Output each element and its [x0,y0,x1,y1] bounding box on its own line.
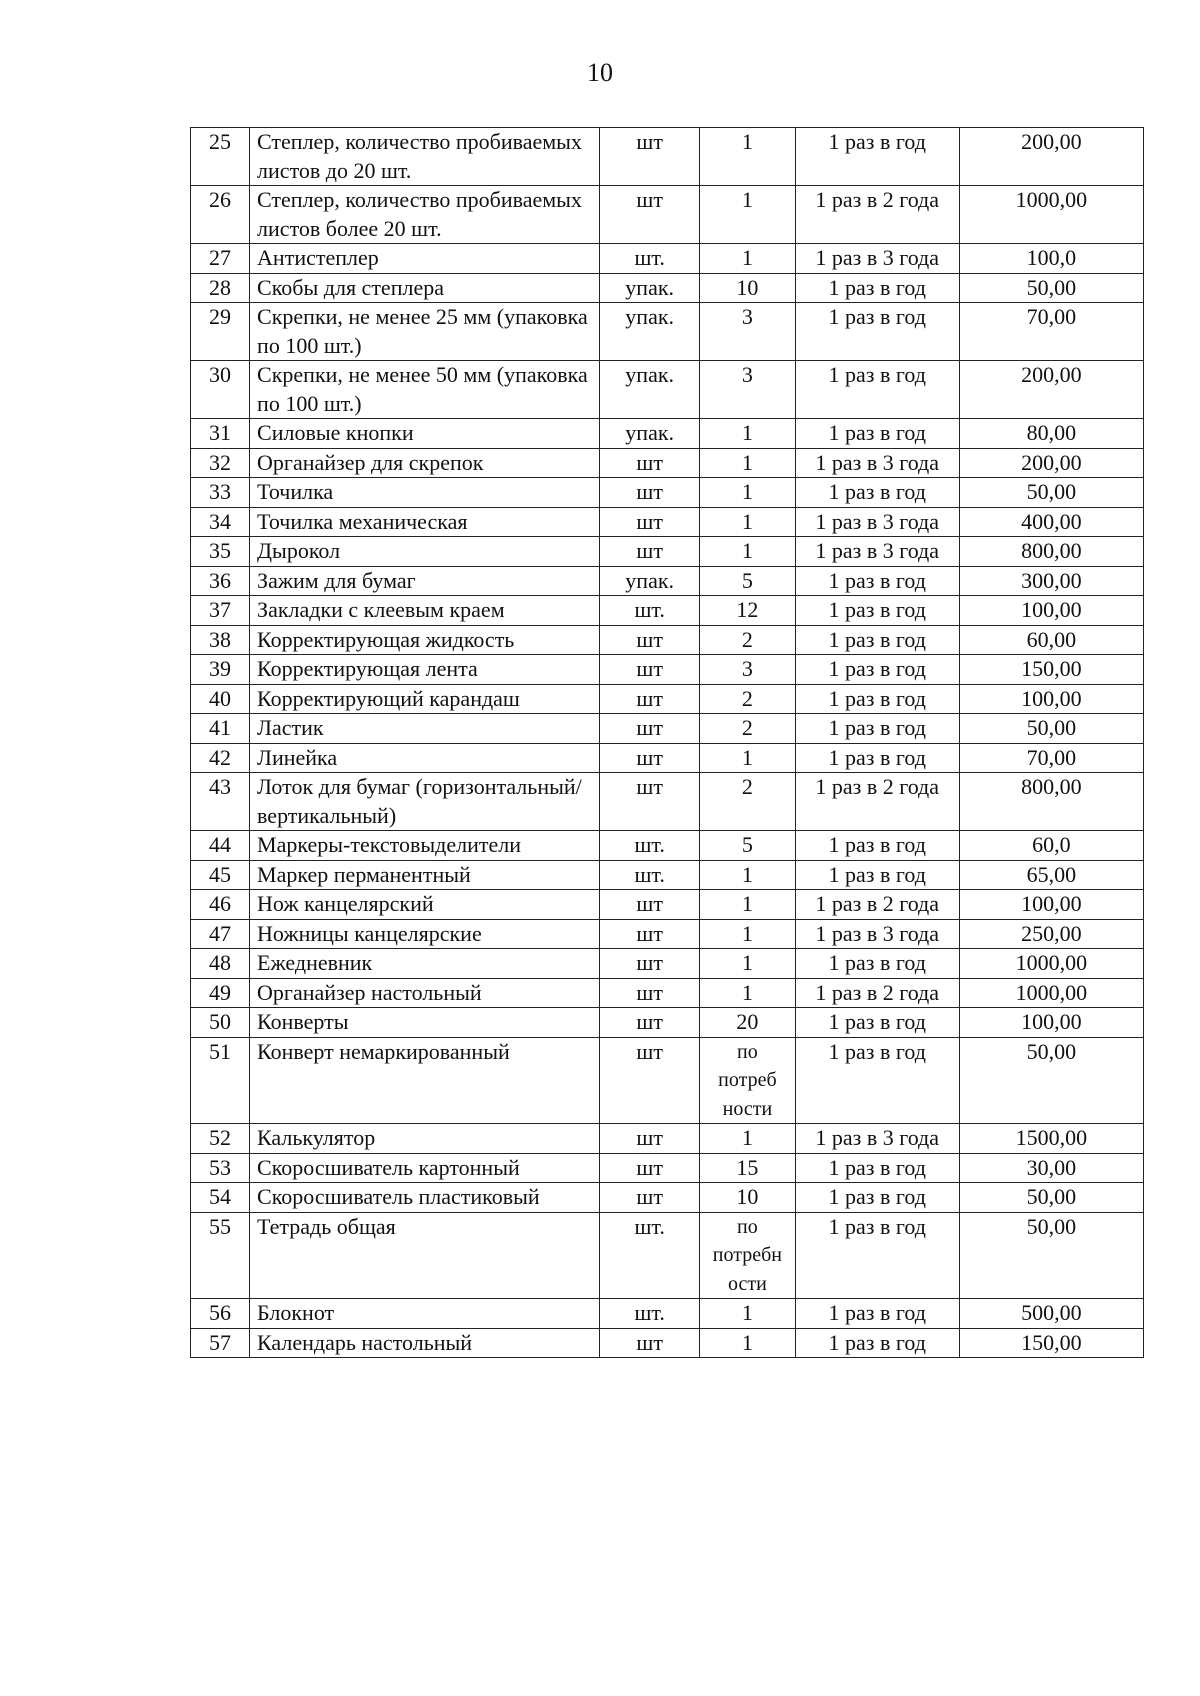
item-price: 100,00 [959,596,1143,626]
item-quantity: 12 [700,596,796,626]
item-price: 60,0 [959,831,1143,861]
item-frequency: 1 раз в 2 года [795,890,959,920]
supply-table [190,127,1144,1358]
item-frequency: 1 раз в 3 года [795,537,959,567]
item-price: 300,00 [959,566,1143,596]
item-quantity: 1 [700,507,796,537]
item-frequency: 1 раз в 2 года [795,978,959,1008]
row-number: 32 [191,448,250,478]
item-unit: шт [600,625,700,655]
item-unit: шт [600,773,700,831]
item-frequency: 1 раз в год [795,566,959,596]
row-number: 44 [191,831,250,861]
item-price: 800,00 [959,537,1143,567]
item-frequency: 1 раз в год [795,419,959,449]
item-price: 400,00 [959,507,1143,537]
table-row [191,831,1144,861]
item-name: Органайзер настольный [250,978,600,1008]
item-name: Конверты [250,1008,600,1038]
item-unit: шт [600,743,700,773]
row-number: 37 [191,596,250,626]
item-frequency: 1 раз в 3 года [795,448,959,478]
item-unit: шт [600,1183,700,1213]
item-unit: шт [600,684,700,714]
item-quantity: 10 [700,273,796,303]
item-quantity: 3 [700,303,796,361]
item-frequency: 1 раз в год [795,478,959,508]
item-price: 60,00 [959,625,1143,655]
item-price: 1000,00 [959,978,1143,1008]
item-unit: шт [600,1153,700,1183]
item-price: 1000,00 [959,186,1143,244]
row-number: 54 [191,1183,250,1213]
item-name: Точилка механическая [250,507,600,537]
row-number: 31 [191,419,250,449]
item-price: 100,00 [959,890,1143,920]
row-number: 51 [191,1037,250,1124]
item-name: Нож канцелярский [250,890,600,920]
item-quantity: 1 [700,186,796,244]
row-number: 38 [191,625,250,655]
item-unit: шт [600,128,700,186]
item-frequency: 1 раз в год [795,273,959,303]
item-quantity: 5 [700,566,796,596]
item-name: Антистеплер [250,244,600,274]
item-quantity: 15 [700,1153,796,1183]
row-number: 35 [191,537,250,567]
item-quantity: 1 [700,448,796,478]
table-row [191,1328,1144,1358]
item-name: Скоросшиватель картонный [250,1153,600,1183]
item-quantity: 1 [700,1299,796,1329]
item-unit: шт [600,1124,700,1154]
table-row [191,1183,1144,1213]
item-quantity: 3 [700,361,796,419]
table-row [191,714,1144,744]
item-quantity: 2 [700,684,796,714]
item-quantity: 2 [700,773,796,831]
item-quantity: 1 [700,244,796,274]
row-number: 55 [191,1212,250,1299]
table-row [191,1153,1144,1183]
item-name: Органайзер для скрепок [250,448,600,478]
item-quantity: 20 [700,1008,796,1038]
item-name: Корректирующая лента [250,655,600,685]
item-name: Конверт немаркированный [250,1037,600,1124]
item-quantity: 2 [700,625,796,655]
item-price: 30,00 [959,1153,1143,1183]
item-price: 500,00 [959,1299,1143,1329]
item-frequency: 1 раз в год [795,128,959,186]
row-number: 26 [191,186,250,244]
row-number: 50 [191,1008,250,1038]
item-quantity: 2 [700,714,796,744]
item-price: 200,00 [959,128,1143,186]
item-frequency: 1 раз в год [795,1212,959,1299]
item-price: 70,00 [959,743,1143,773]
table-row [191,478,1144,508]
item-price: 250,00 [959,919,1143,949]
row-number: 45 [191,860,250,890]
table-row [191,1008,1144,1038]
row-number: 42 [191,743,250,773]
table-row [191,860,1144,890]
row-number: 56 [191,1299,250,1329]
item-quantity: по потреб ности [700,1037,796,1124]
table-row [191,419,1144,449]
item-price: 1500,00 [959,1124,1143,1154]
row-number: 48 [191,949,250,979]
item-name: Точилка [250,478,600,508]
item-price: 80,00 [959,419,1143,449]
item-unit: упак. [600,303,700,361]
item-frequency: 1 раз в год [795,831,959,861]
item-price: 50,00 [959,1037,1143,1124]
item-unit: шт [600,949,700,979]
table-row [191,596,1144,626]
item-quantity: 5 [700,831,796,861]
item-price: 800,00 [959,773,1143,831]
table-row [191,303,1144,361]
item-frequency: 1 раз в год [795,1183,959,1213]
item-name: Степлер, количество пробиваемых листов до 20 шт. [250,128,600,186]
item-name: Скрепки, не менее 50 мм (упаковка по 100 шт.) [250,361,600,419]
item-name: Линейка [250,743,600,773]
item-name: Маркеры-текстовыделители [250,831,600,861]
table-row [191,949,1144,979]
item-quantity: 1 [700,919,796,949]
item-frequency: 1 раз в год [795,655,959,685]
item-price: 70,00 [959,303,1143,361]
item-frequency: 1 раз в год [795,684,959,714]
table-row [191,655,1144,685]
item-name: Маркер перманентный [250,860,600,890]
table-row [191,919,1144,949]
item-unit: шт. [600,860,700,890]
item-quantity: 1 [700,743,796,773]
item-name: Калькулятор [250,1124,600,1154]
item-frequency: 1 раз в год [795,1153,959,1183]
row-number: 36 [191,566,250,596]
table-row [191,361,1144,419]
table-row [191,273,1144,303]
item-frequency: 1 раз в год [795,949,959,979]
table-row [191,743,1144,773]
table-row [191,244,1144,274]
item-frequency: 1 раз в 3 года [795,244,959,274]
item-name: Скрепки, не менее 25 мм (упаковка по 100 шт.) [250,303,600,361]
table-row [191,1212,1144,1299]
row-number: 40 [191,684,250,714]
item-frequency: 1 раз в год [795,714,959,744]
item-quantity: 1 [700,419,796,449]
row-number: 34 [191,507,250,537]
item-name: Корректирующая жидкость [250,625,600,655]
row-number: 27 [191,244,250,274]
item-frequency: 1 раз в год [795,361,959,419]
item-quantity: 10 [700,1183,796,1213]
item-unit: упак. [600,566,700,596]
item-price: 50,00 [959,273,1143,303]
item-price: 1000,00 [959,949,1143,979]
item-price: 200,00 [959,361,1143,419]
table-row [191,128,1144,186]
item-unit: шт. [600,244,700,274]
row-number: 52 [191,1124,250,1154]
item-quantity: 1 [700,1328,796,1358]
table-row [191,978,1144,1008]
item-price: 50,00 [959,1212,1143,1299]
page-number: 10 [587,58,613,87]
item-name: Силовые кнопки [250,419,600,449]
item-quantity: 1 [700,1124,796,1154]
item-unit: шт [600,1328,700,1358]
table-row [191,537,1144,567]
item-unit: шт [600,1037,700,1124]
item-name: Ножницы канцелярские [250,919,600,949]
item-quantity: 1 [700,978,796,1008]
table-row [191,625,1144,655]
item-quantity: 1 [700,478,796,508]
item-quantity: 1 [700,537,796,567]
row-number: 29 [191,303,250,361]
item-name: Тетрадь общая [250,1212,600,1299]
item-price: 50,00 [959,714,1143,744]
item-price: 50,00 [959,478,1143,508]
item-name: Степлер, количество пробиваемых листов более 20 шт. [250,186,600,244]
item-name: Скобы для степлера [250,273,600,303]
row-number: 41 [191,714,250,744]
row-number: 30 [191,361,250,419]
item-unit: упак. [600,273,700,303]
item-name: Лоток для бумаг (горизонтальный/ вертикальный) [250,773,600,831]
item-price: 100,00 [959,1008,1143,1038]
item-unit: шт [600,978,700,1008]
item-price: 150,00 [959,655,1143,685]
item-price: 150,00 [959,1328,1143,1358]
item-frequency: 1 раз в 3 года [795,919,959,949]
item-quantity: 1 [700,949,796,979]
table-row [191,890,1144,920]
item-frequency: 1 раз в год [795,303,959,361]
item-price: 65,00 [959,860,1143,890]
row-number: 49 [191,978,250,1008]
item-unit: шт [600,714,700,744]
table-row [191,566,1144,596]
item-frequency: 1 раз в год [795,1008,959,1038]
row-number: 47 [191,919,250,949]
table-row [191,1037,1144,1124]
row-number: 39 [191,655,250,685]
item-price: 100,0 [959,244,1143,274]
item-quantity: 1 [700,860,796,890]
item-frequency: 1 раз в год [795,596,959,626]
item-quantity: 3 [700,655,796,685]
item-quantity: 1 [700,890,796,920]
item-name: Зажим для бумаг [250,566,600,596]
row-number: 57 [191,1328,250,1358]
item-name: Ластик [250,714,600,744]
item-unit: шт [600,186,700,244]
row-number: 43 [191,773,250,831]
item-unit: шт. [600,831,700,861]
table-row [191,1124,1144,1154]
item-unit: шт [600,890,700,920]
item-frequency: 1 раз в 2 года [795,186,959,244]
item-name: Блокнот [250,1299,600,1329]
item-name: Дырокол [250,537,600,567]
item-unit: шт [600,448,700,478]
item-name: Ежедневник [250,949,600,979]
item-unit: упак. [600,361,700,419]
row-number: 46 [191,890,250,920]
item-frequency: 1 раз в 3 года [795,1124,959,1154]
row-number: 33 [191,478,250,508]
item-name: Закладки с клеевым краем [250,596,600,626]
item-unit: шт [600,507,700,537]
item-frequency: 1 раз в год [795,1037,959,1124]
item-frequency: 1 раз в год [795,625,959,655]
item-frequency: 1 раз в год [795,1299,959,1329]
item-frequency: 1 раз в год [795,860,959,890]
table-row [191,1299,1144,1329]
table-row [191,186,1144,244]
table-row [191,507,1144,537]
item-unit: шт [600,1008,700,1038]
item-unit: шт. [600,1212,700,1299]
item-price: 50,00 [959,1183,1143,1213]
item-unit: упак. [600,419,700,449]
table-row [191,684,1144,714]
item-price: 100,00 [959,684,1143,714]
row-number: 28 [191,273,250,303]
item-unit: шт [600,478,700,508]
item-quantity: 1 [700,128,796,186]
item-frequency: 1 раз в год [795,743,959,773]
row-number: 53 [191,1153,250,1183]
row-number: 25 [191,128,250,186]
item-name: Корректирующий карандаш [250,684,600,714]
item-unit: шт. [600,1299,700,1329]
item-name: Скоросшиватель пластиковый [250,1183,600,1213]
item-quantity: по потребн ости [700,1212,796,1299]
item-name: Календарь настольный [250,1328,600,1358]
item-price: 200,00 [959,448,1143,478]
item-unit: шт [600,919,700,949]
item-unit: шт [600,537,700,567]
item-unit: шт. [600,596,700,626]
item-frequency: 1 раз в год [795,1328,959,1358]
table-row [191,448,1144,478]
table-row [191,773,1144,831]
item-frequency: 1 раз в 2 года [795,773,959,831]
item-frequency: 1 раз в 3 года [795,507,959,537]
table-body [191,128,1144,1358]
item-unit: шт [600,655,700,685]
